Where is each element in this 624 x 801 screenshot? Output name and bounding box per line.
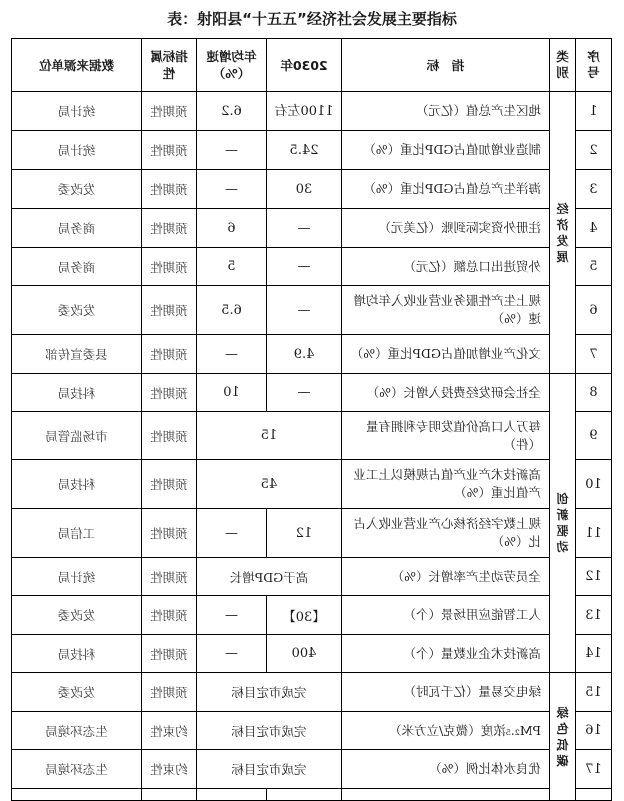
header-property: 指标属性 xyxy=(142,39,197,92)
row-source: 统计局 xyxy=(12,131,142,170)
row-target-2030: 400 xyxy=(267,635,342,673)
row-indicator: 全员劳动生产率增长（%） xyxy=(342,558,550,596)
table-row xyxy=(12,596,612,635)
row-growth: — xyxy=(197,170,267,209)
row-growth: — xyxy=(197,596,267,635)
row-indicator: 全社会研发经费投入增长（%） xyxy=(342,374,550,412)
row-target-2030: 4.9 xyxy=(267,335,342,374)
row-indicator: 规上数字经济核心产业营业收入占比（%） xyxy=(342,509,550,558)
row-property: 约束性 xyxy=(142,750,197,789)
row-property: 预期性 xyxy=(142,335,197,374)
row-seq: 3 xyxy=(576,170,612,209)
header-target-2030: 2030年 xyxy=(267,39,342,92)
row-target-merged: 45 xyxy=(197,460,342,509)
row-source: 发改委 xyxy=(12,170,142,209)
table-row xyxy=(12,558,612,596)
table-row xyxy=(12,509,612,558)
table-row xyxy=(12,92,612,131)
row-property: 预期性 xyxy=(142,286,197,335)
row-seq: 12 xyxy=(576,558,612,596)
row-property: 预期性 xyxy=(142,374,197,412)
indicator-table-wrapper xyxy=(0,38,624,797)
row-indicator: 文化产业增加值占GDP比重（%） xyxy=(342,335,550,374)
header-source: 数据来源单位 xyxy=(12,39,142,92)
row-growth: 6 xyxy=(197,209,267,248)
table-row-partial xyxy=(12,789,612,801)
indicator-table xyxy=(11,38,612,801)
row-property: 预期性 xyxy=(142,92,197,131)
table-header-row xyxy=(12,39,612,92)
row-target-2030: — xyxy=(267,374,342,412)
row-property: 预期性 xyxy=(142,673,197,712)
row-indicator: 每万人口高价值发明专利拥有量（件） xyxy=(342,412,550,460)
row-source: 统计局 xyxy=(12,92,142,131)
row-seq: 11 xyxy=(576,509,612,558)
row-indicator: 高新技术企业数量（个） xyxy=(342,635,550,673)
row-property: 预期性 xyxy=(142,131,197,170)
row-source: 科技局 xyxy=(12,460,142,509)
row-source: 县委宣传部 xyxy=(12,335,142,374)
row-target-2030: — xyxy=(267,209,342,248)
row-seq: 6 xyxy=(576,286,612,335)
row-growth: — xyxy=(197,509,267,558)
row-seq: 1 xyxy=(576,92,612,131)
row-seq: 7 xyxy=(576,335,612,374)
row-indicator: PM₂.₅浓度（微克/立方米） xyxy=(342,712,550,750)
row-indicator: 海洋生产总值占GDP比重（%） xyxy=(342,170,550,209)
row-source: 发改委 xyxy=(12,596,142,635)
row-property: 预期性 xyxy=(142,170,197,209)
row-source: 商务局 xyxy=(12,209,142,248)
table-row xyxy=(12,170,612,209)
row-growth: 5 xyxy=(197,248,267,286)
row-source: 市场监管局 xyxy=(12,412,142,460)
row-target-merged: 15 xyxy=(197,412,342,460)
row-seq: 14 xyxy=(576,635,612,673)
row-target-2030: 24.5 xyxy=(267,131,342,170)
table-row xyxy=(12,460,612,509)
row-property: 预期性 xyxy=(142,460,197,509)
row-property: 预期性 xyxy=(142,509,197,558)
row-source: 生态环境局 xyxy=(12,750,142,789)
table-row xyxy=(12,673,612,712)
category-economic: 经济发展 xyxy=(550,92,576,374)
row-property: 预期性 xyxy=(142,248,197,286)
table-row xyxy=(12,750,612,789)
table-row xyxy=(12,335,612,374)
header-seq: 序号 xyxy=(576,39,612,92)
table-row xyxy=(12,131,612,170)
header-category: 类别 xyxy=(550,39,576,92)
table-row xyxy=(12,412,612,460)
row-property: 预期性 xyxy=(142,209,197,248)
row-seq: 4 xyxy=(576,209,612,248)
category-innovation: 创新驱动 xyxy=(550,374,576,673)
row-seq: 17 xyxy=(576,750,612,789)
row-seq: 15 xyxy=(576,673,612,712)
row-property: 约束性 xyxy=(142,712,197,750)
row-target-2030: — xyxy=(267,248,342,286)
row-indicator: 制造业增加值占GDP比重（%） xyxy=(342,131,550,170)
row-seq: 2 xyxy=(576,131,612,170)
row-source: 科技局 xyxy=(12,374,142,412)
row-growth: 6.2 xyxy=(197,92,267,131)
row-target-merged: 完成市定目标 xyxy=(197,712,342,750)
row-seq: 8 xyxy=(576,374,612,412)
table-row xyxy=(12,635,612,673)
category-green: 绿色低碳 xyxy=(550,673,576,801)
row-target-merged: 完成市定目标 xyxy=(197,750,342,789)
row-source: 科技局 xyxy=(12,635,142,673)
row-indicator: 绿电交易量（亿千瓦时） xyxy=(342,673,550,712)
row-indicator: 高新技术产业产值占规模以上工业产值比重（%） xyxy=(342,460,550,509)
row-indicator: 注册外资实际到账（亿美元） xyxy=(342,209,550,248)
table-row xyxy=(12,209,612,248)
row-property: 预期性 xyxy=(142,558,197,596)
row-source: 发改委 xyxy=(12,673,142,712)
row-source: 统计局 xyxy=(12,558,142,596)
row-indicator: 规上生产性服务业营业收入年均增速（%） xyxy=(342,286,550,335)
header-indicator: 指 标 xyxy=(342,39,550,92)
row-target-2030: — xyxy=(267,286,342,335)
row-source: 商务局 xyxy=(12,248,142,286)
row-target-2030: 12 xyxy=(267,509,342,558)
row-seq: 5 xyxy=(576,248,612,286)
row-growth: — xyxy=(197,335,267,374)
row-target-merged: 高于GDP增长 xyxy=(197,558,342,596)
row-source: 发改委 xyxy=(12,286,142,335)
row-source: 生态环境局 xyxy=(12,712,142,750)
row-growth: 10 xyxy=(197,374,267,412)
row-source: 工信局 xyxy=(12,509,142,558)
row-seq: 9 xyxy=(576,412,612,460)
table-row xyxy=(12,286,612,335)
table-row xyxy=(12,374,612,412)
row-target-2030: 30 xyxy=(267,170,342,209)
row-property: 预期性 xyxy=(142,635,197,673)
row-indicator: 外贸进出口总额（亿元） xyxy=(342,248,550,286)
row-property: 预期性 xyxy=(142,412,197,460)
row-target-2030: 【30】 xyxy=(267,596,342,635)
table-row xyxy=(12,712,612,750)
row-target-2030: 1100左右 xyxy=(267,92,342,131)
row-seq: 13 xyxy=(576,596,612,635)
row-target-merged: 完成市定目标 xyxy=(197,673,342,712)
row-indicator: 人工智能应用场景（个） xyxy=(342,596,550,635)
header-growth: 年均增速（%） xyxy=(197,39,267,92)
row-seq: 10 xyxy=(576,460,612,509)
row-property: 预期性 xyxy=(142,596,197,635)
table-row xyxy=(12,248,612,286)
row-growth: 6.5 xyxy=(197,286,267,335)
row-growth: — xyxy=(197,131,267,170)
row-indicator: 地区生产总值（亿元） xyxy=(342,92,550,131)
row-seq: 16 xyxy=(576,712,612,750)
page-title: 表：射阳县“十五五”经济社会发展主要指标 xyxy=(167,10,457,28)
row-indicator: 优良水体比例（%） xyxy=(342,750,550,789)
row-growth: — xyxy=(197,635,267,673)
